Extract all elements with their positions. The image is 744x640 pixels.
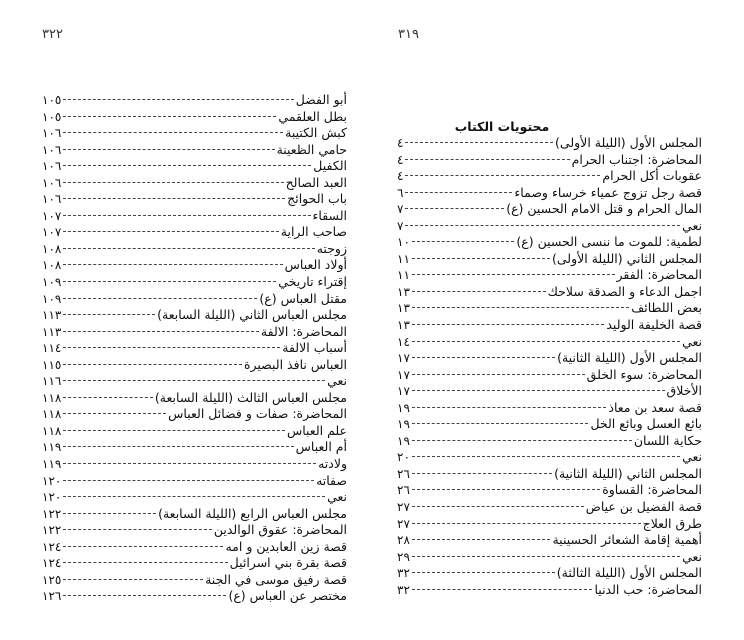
dotted-leader — [405, 208, 504, 209]
toc-entry — [397, 416, 702, 433]
toc-entry — [397, 549, 702, 566]
dotted-leader — [412, 324, 604, 325]
toc-entry-title: لطمية: للموت ما ننسى الحسين (ع) — [516, 234, 702, 250]
toc-entry-page: ٢٨ — [397, 533, 410, 548]
toc-entry — [42, 572, 347, 589]
toc-entry — [397, 433, 702, 450]
dotted-leader — [63, 562, 227, 563]
toc-entry — [42, 588, 347, 605]
toc-entry-title: الكفيل — [313, 158, 347, 174]
dotted-leader — [63, 248, 314, 249]
toc-entry-title: مجلس العباس الثالث (الليلة السابعة) — [154, 389, 347, 405]
toc-entry-page: ٧ — [397, 218, 404, 233]
dotted-leader — [63, 347, 280, 348]
dotted-leader — [412, 556, 680, 557]
toc-entry-page: ١٣ — [397, 301, 410, 316]
toc-entry — [42, 522, 347, 539]
toc-entry-page: ١١٩ — [42, 457, 62, 472]
toc-entry-page: ٦ — [397, 185, 404, 200]
toc-entry-title: المحاضرة: الالفة — [260, 323, 347, 339]
toc-entry-page: ١١ — [397, 251, 410, 266]
toc-entry — [42, 555, 347, 572]
toc-entry — [397, 300, 702, 317]
dotted-leader — [63, 595, 226, 596]
toc-entry-page: ١٠٨ — [42, 258, 62, 273]
toc-entry-page: ١٧ — [397, 351, 410, 366]
toc-entry — [42, 539, 347, 556]
toc-entry-page: ١٤ — [397, 334, 410, 349]
toc-entry-title: علم العباس — [286, 422, 347, 438]
toc-entry-title: المحاضرة: الفقر — [616, 267, 702, 283]
toc-entry — [397, 267, 702, 284]
toc-entry — [42, 208, 347, 225]
dotted-leader — [63, 116, 276, 117]
toc-entry-title: مجلس العباس الثاني (الليلة السابعة) — [157, 307, 347, 323]
toc-entry-title: المحاضرة: صفات و فضائل العباس — [168, 406, 347, 422]
toc-entry-page: ٤ — [397, 169, 404, 184]
toc-entry-title: زوجته — [316, 240, 347, 256]
toc-entry-page: ٣٢ — [397, 582, 410, 597]
dotted-leader — [412, 341, 680, 342]
dotted-leader — [63, 513, 156, 514]
toc-entry — [397, 218, 702, 235]
toc-entry — [397, 482, 702, 499]
dotted-leader — [405, 225, 680, 226]
dotted-leader — [405, 159, 569, 160]
toc-entry-title: العبد الصالح — [285, 174, 347, 190]
toc-entry-title: أهمية إقامة الشعائر الحسينية — [552, 532, 702, 548]
toc-entry-page: ١٢٢ — [42, 523, 62, 538]
toc-entry-page: ١٠٩ — [42, 291, 62, 306]
dotted-leader — [412, 572, 555, 573]
toc-entry — [42, 224, 347, 241]
toc-entry — [42, 489, 347, 506]
toc-entry — [42, 291, 347, 308]
dotted-leader — [412, 291, 546, 292]
toc-entry-page: ٢٦ — [397, 483, 410, 498]
toc-entry-title: أسباب الالفة — [282, 340, 347, 356]
toc-entry-page: ٢٧ — [397, 500, 410, 515]
toc-entry-page: ٢٦ — [397, 466, 410, 481]
dotted-leader — [63, 446, 293, 447]
dotted-leader — [412, 489, 600, 490]
dotted-leader — [63, 231, 278, 232]
toc-entry — [42, 439, 347, 456]
dotted-leader — [412, 589, 593, 590]
toc-entry-title: حكاية اللسان — [633, 432, 702, 448]
toc-entry-title: باب الحوائج — [287, 191, 347, 207]
toc-entry-title: المال الحرام و قتل الامام الحسين (ع) — [506, 201, 702, 217]
toc-entry — [397, 135, 702, 152]
toc-entry-page: ٢٧ — [397, 516, 410, 531]
toc-entry — [42, 390, 347, 407]
toc-entry-page: ١٠٥ — [42, 93, 62, 107]
toc-entry-title: صفاته — [316, 472, 347, 488]
toc-entry-page: ١٠ — [397, 235, 410, 250]
toc-entry-title: المجلس الأول (الليلة الثانية) — [557, 350, 702, 366]
left-page-number: ٣٢٢ — [42, 27, 63, 42]
toc-entry — [397, 251, 702, 268]
toc-entry — [42, 506, 347, 523]
toc-entry-page: ١٢٤ — [42, 556, 62, 571]
toc-entry — [397, 201, 702, 218]
toc-entry-page: ١١٨ — [42, 423, 62, 438]
toc-entry-page: ٢٠ — [397, 450, 410, 465]
dotted-leader — [63, 546, 223, 547]
toc-entry-page: ١٠٧ — [42, 208, 62, 223]
toc-entry-page: ١٧ — [397, 384, 410, 399]
toc-heading: محتويات الكتاب — [454, 119, 550, 134]
toc-entry — [42, 92, 347, 109]
toc-entry-title: المجلس الأول (الليلة الأولى) — [555, 135, 702, 150]
toc-entry-title: كبش الكتيبة — [285, 125, 347, 141]
dotted-leader — [63, 463, 316, 464]
toc-entry — [42, 456, 347, 473]
dotted-leader — [412, 506, 584, 507]
dotted-leader — [412, 473, 552, 474]
toc-entry-title: المحاضرة: عقوق الوالدين — [213, 522, 347, 538]
toc-entry-page: ١٣ — [397, 318, 410, 333]
dotted-leader — [412, 407, 607, 408]
dotted-leader — [63, 182, 283, 183]
dotted-leader — [412, 357, 555, 358]
toc-entry-title: عقوبات أكل الحرام — [602, 168, 702, 184]
dotted-leader — [63, 215, 310, 216]
dotted-leader — [63, 397, 153, 398]
toc-entry-title: حامي الظعينة — [276, 141, 347, 157]
toc-entry-title: نعي — [682, 333, 702, 349]
toc-entry — [42, 473, 347, 490]
toc-entry — [42, 324, 347, 341]
toc-entry-title: نعي — [327, 489, 347, 505]
toc-entry-title: العباس نافذ البصيرة — [243, 356, 347, 372]
toc-entry-page: ١٢٦ — [42, 589, 62, 604]
toc-entry — [42, 241, 347, 258]
toc-entry-title: نعي — [327, 373, 347, 389]
toc-entry-title: قصة زين العابدين و امه — [225, 538, 347, 554]
toc-entry-page: ١٠٥ — [42, 109, 62, 124]
toc-entry-page: ٤ — [397, 136, 404, 150]
toc-entry — [397, 565, 702, 582]
toc-entry — [397, 516, 702, 533]
toc-entry-title: نعي — [682, 548, 702, 564]
toc-entry — [397, 284, 702, 301]
dotted-leader — [63, 579, 203, 580]
toc-entry-page: ١٧ — [397, 367, 410, 382]
dotted-leader — [412, 374, 585, 375]
toc-entry-title: مقتل العباس (ع) — [259, 290, 347, 306]
toc-entry-page: ١٠٦ — [42, 126, 62, 141]
dotted-leader — [412, 274, 615, 275]
toc-entry — [397, 350, 702, 367]
toc-entry-title: نعي — [682, 449, 702, 465]
dotted-leader — [63, 380, 325, 381]
toc-entry-title: صاحب الراية — [280, 224, 347, 240]
dotted-leader — [405, 192, 512, 193]
toc-entry-page: ١١٨ — [42, 407, 62, 422]
toc-entry-page: ١٠٩ — [42, 275, 62, 290]
dotted-leader — [412, 390, 665, 391]
dotted-leader — [412, 539, 551, 540]
toc-entry — [42, 142, 347, 159]
toc-entry — [42, 357, 347, 374]
toc-entry-page: ١٢٠ — [42, 473, 62, 488]
toc-entry-title: قصة رجل تزوج عمياء خرساء وصماء — [514, 184, 702, 200]
toc-entry-page: ٤ — [397, 152, 404, 167]
toc-entry — [42, 406, 347, 423]
toc-entry-page: ١١٣ — [42, 308, 62, 323]
toc-entry-title: قصة بقرة بني اسرائيل — [229, 555, 347, 571]
dotted-leader — [412, 523, 641, 524]
toc-entry-title: الأخلاق — [666, 383, 702, 399]
toc-entry — [397, 334, 702, 351]
toc-entry-title: نعي — [682, 217, 702, 233]
dotted-leader — [63, 413, 166, 414]
toc-entry-page: ١٠٦ — [42, 142, 62, 157]
toc-entry-page: ١٢٥ — [42, 572, 62, 587]
toc-entry-page: ١١٥ — [42, 357, 62, 372]
toc-entry-page: ١٢٠ — [42, 490, 62, 505]
toc-entry-title: المجلس الثاني (الليلة الأولى) — [552, 250, 702, 266]
toc-entry — [42, 307, 347, 324]
toc-entry — [397, 152, 702, 169]
toc-entry — [42, 340, 347, 357]
toc-entry-page: ٧ — [397, 202, 404, 217]
toc-entry — [397, 532, 702, 549]
dotted-leader — [63, 165, 311, 166]
dotted-leader — [63, 364, 242, 365]
toc-entry-page: ١٠٨ — [42, 241, 62, 256]
dotted-leader — [412, 258, 550, 259]
toc-entry-page: ١١٨ — [42, 390, 62, 405]
toc-entry-title: المجلس الأول (الليلة الثالثة) — [556, 565, 702, 581]
toc-entry-title: المحاضرة: سوء الخلق — [586, 366, 702, 382]
toc-entry-title: اجمل الدعاء و الصدقة سلاحك — [547, 283, 702, 299]
toc-entry-title: بطل العلقمي — [278, 108, 347, 124]
toc-entry-page: ١١٩ — [42, 440, 62, 455]
toc-entry-title: المحاضرة: القساوة — [602, 482, 702, 498]
dotted-leader — [63, 149, 274, 150]
dotted-leader — [63, 281, 276, 282]
toc-entry — [397, 449, 702, 466]
toc-entry — [397, 367, 702, 384]
dotted-leader — [63, 198, 285, 199]
dotted-leader — [63, 496, 325, 497]
toc-entry — [42, 109, 347, 126]
toc-entry — [397, 582, 702, 599]
dotted-leader — [63, 331, 259, 332]
toc-entry-title: إقتراء تاريخي — [278, 274, 347, 290]
dotted-leader — [63, 264, 282, 265]
toc-entry-title: بائع العسل وبائع الخل — [590, 416, 702, 432]
dotted-leader — [63, 430, 285, 431]
toc-entry-title: قصة رفيق موسى في الجنة — [205, 571, 347, 587]
dotted-leader — [405, 175, 600, 176]
toc-entry-title: قصة الفضيل بن عياض — [585, 499, 702, 515]
toc-entry-page: ١٠٦ — [42, 192, 62, 207]
toc-entry-title: قصة سعد بن معاذ — [608, 399, 702, 415]
toc-entry-title: السقاء — [312, 207, 347, 223]
toc-entry-page: ١٢٢ — [42, 506, 62, 521]
dotted-leader — [412, 440, 632, 441]
toc-entry-page: ١٩ — [397, 400, 410, 415]
toc-entry-page: ١٠٦ — [42, 175, 62, 190]
toc-entry — [42, 423, 347, 440]
toc-entry — [42, 373, 347, 390]
toc-entry — [397, 400, 702, 417]
right-page-toc — [397, 118, 702, 598]
toc-entry-page: ١٩ — [397, 417, 410, 432]
toc-entry — [42, 158, 347, 175]
dotted-leader — [63, 314, 155, 315]
dotted-leader — [412, 456, 680, 457]
toc-entry — [397, 383, 702, 400]
toc-entry-page: ١٣ — [397, 284, 410, 299]
toc-entry-title: مختصر عن العباس (ع) — [228, 588, 347, 604]
dotted-leader — [412, 423, 589, 424]
toc-entry-title: المحاضرة: حب الدنيا — [594, 581, 702, 597]
toc-entry — [42, 274, 347, 291]
dotted-leader — [412, 307, 629, 308]
dotted-leader — [405, 142, 553, 143]
toc-entry — [42, 257, 347, 274]
toc-entry-page: ١٢٤ — [42, 539, 62, 554]
toc-entry — [42, 175, 347, 192]
toc-entry-title: المجلس الثاني (الليلة الثانية) — [554, 465, 702, 481]
toc-entry — [397, 317, 702, 334]
toc-entry-page: ١١ — [397, 268, 410, 283]
toc-entry-title: ولادته — [318, 456, 347, 472]
toc-entry-page: ١١٦ — [42, 374, 62, 389]
toc-entry-title: بعض اللطائف — [631, 300, 702, 316]
toc-entry-title: أبو الفضل — [295, 92, 347, 107]
dotted-leader — [412, 241, 515, 242]
dotted-leader — [63, 298, 257, 299]
toc-entry-page: ١٩ — [397, 433, 410, 448]
toc-entry-title: مجلس العباس الرابع (الليلة السابعة) — [158, 505, 347, 521]
toc-entry-title: قصة الخليفة الوليد — [606, 317, 702, 333]
toc-entry-page: ١٠٦ — [42, 159, 62, 174]
toc-entry-page: ١١٣ — [42, 324, 62, 339]
left-page-toc — [42, 92, 347, 605]
toc-entry — [42, 125, 347, 142]
toc-entry-page: ١٠٧ — [42, 225, 62, 240]
toc-entry-title: أم العباس — [295, 439, 347, 455]
dotted-leader — [63, 529, 212, 530]
toc-entry — [397, 168, 702, 185]
toc-entry — [42, 191, 347, 208]
toc-entry — [397, 185, 702, 202]
toc-entry — [397, 499, 702, 516]
dotted-leader — [63, 480, 314, 481]
toc-entry-title: أولاد العباس — [284, 257, 347, 273]
right-page-number: ٣١٩ — [398, 27, 419, 42]
toc-entry — [397, 234, 702, 251]
dotted-leader — [63, 132, 283, 133]
toc-entry-page: ١١٤ — [42, 341, 62, 356]
dotted-leader — [63, 99, 293, 100]
toc-entry-title: المحاضرة: اجتناب الحرام — [571, 151, 702, 167]
toc-entry-page: ٢٩ — [397, 549, 410, 564]
toc-entry-title: طرق العلاج — [642, 515, 702, 531]
toc-entry-page: ٣٢ — [397, 566, 410, 581]
toc-entry — [397, 466, 702, 483]
